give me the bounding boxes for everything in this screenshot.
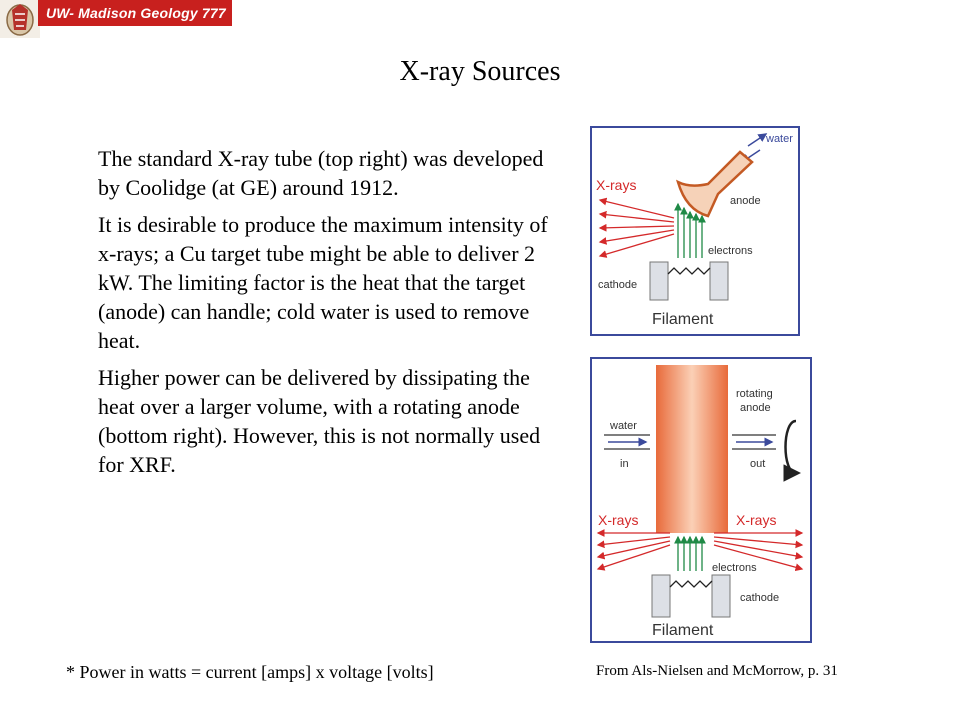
label-anode-rot: anode xyxy=(740,402,771,414)
label-filament: Filament xyxy=(652,311,714,328)
label-rotating: rotating xyxy=(736,388,773,400)
label-electrons: electrons xyxy=(708,245,753,257)
label-cathode-rot: cathode xyxy=(740,592,780,604)
label-xrays-right: X-rays xyxy=(736,512,777,528)
label-out: out xyxy=(750,458,766,470)
label-water-in: water xyxy=(610,420,637,432)
label-xrays: X-rays xyxy=(596,177,637,193)
slide-title: X-ray Sources xyxy=(399,56,561,87)
label-water: water xyxy=(766,133,793,145)
label-anode: anode xyxy=(730,195,761,207)
label-xrays-left: X-rays xyxy=(598,512,639,528)
label-cathode: cathode xyxy=(598,279,638,291)
figure-credit: From Als-Nielsen and McMorrow, p. 31 xyxy=(596,663,838,679)
paragraph-rotating-anode: Higher power can be delivered by dissipating the heat over a larger volume, with a rotating anode (bottom right). However, this is not normally used for XRF. xyxy=(98,365,541,477)
power-footnote: * Power in watts = current [amps] x voltage [volts] xyxy=(66,662,434,682)
paragraph-coolidge: The standard X-ray tube (top right) was developed by Coolidge (at GE) around 1912. xyxy=(98,146,544,200)
standard-xray-tube-diagram xyxy=(590,126,800,336)
logo-text: UW- Madison Geology 777 xyxy=(38,0,232,26)
paragraph-intensity: It is desirable to produce the maximum intensity of x-rays; a Cu target tube might be able to deliver 2 kW. The limiting factor is the heat that the target (anode) can handle; cold water is used to remove heat. xyxy=(98,212,548,353)
label-in: in xyxy=(620,458,629,470)
course-logo xyxy=(0,0,232,38)
label-filament-rot: Filament xyxy=(652,622,714,639)
badger-crest-icon xyxy=(0,0,40,38)
label-electrons-rot: electrons xyxy=(712,562,757,574)
body-text xyxy=(98,144,550,487)
rotating-anode-diagram xyxy=(590,357,812,643)
